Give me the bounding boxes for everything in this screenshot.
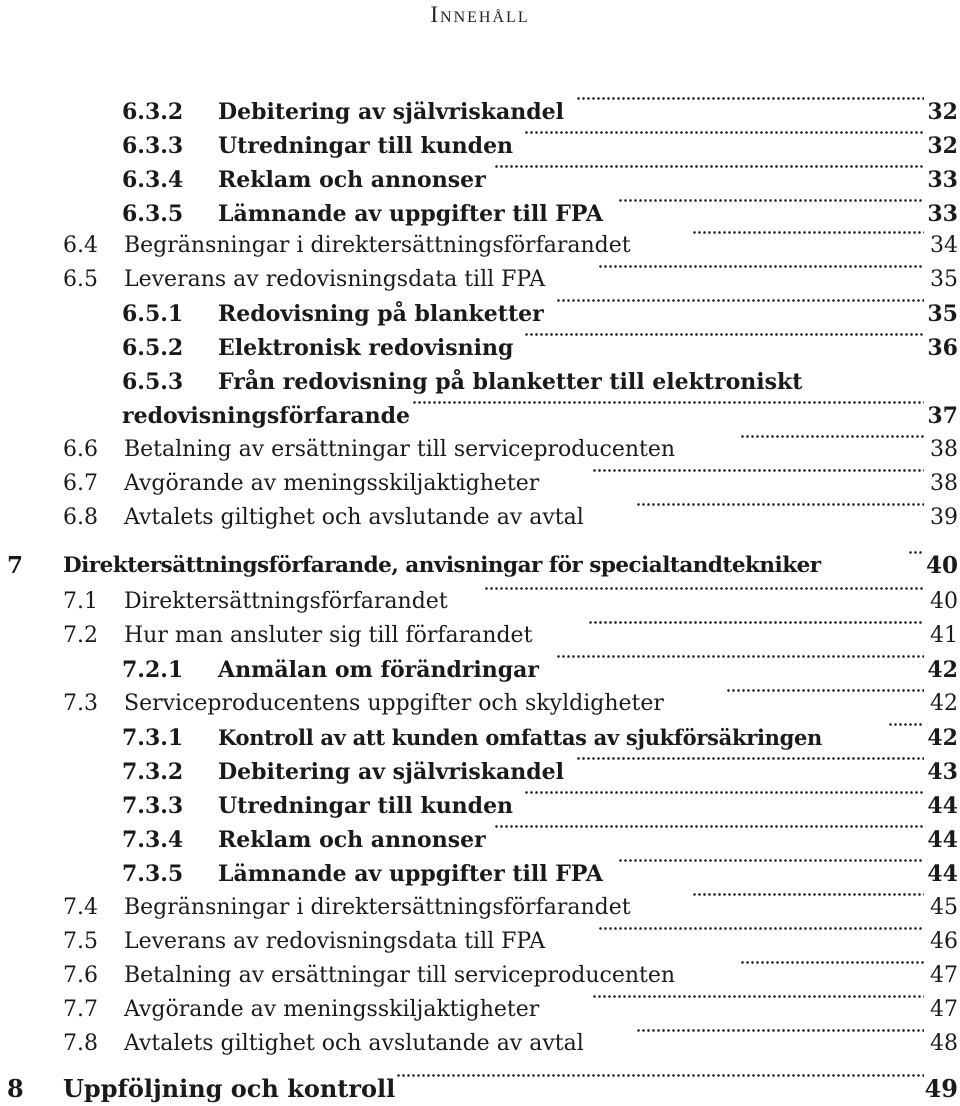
toc-entry-title: Betalning av ersättningar till serviceproducenten [124,437,676,462]
toc-entry-title: Serviceproducentens uppgifter och skyldigheter [124,691,664,716]
toc-entry[interactable] [0,859,960,889]
toc-entry[interactable] [0,927,960,957]
toc-entry[interactable] [0,1029,960,1059]
toc-entry-title: Kontroll av att kunden omfattas av sjukförsäkringen [218,725,823,750]
toc-entry-title: Begränsningar i direktersättningsförfarandet [124,233,631,258]
dot-leader [598,265,924,268]
toc-entry-title-continued: redovisningsförfarande [122,403,410,429]
toc-entry-title: Lämnande av uppgifter till FPA [218,201,603,227]
toc-entry-number: 6.3.5 [122,201,184,227]
toc-entry-number: 7.2.1 [122,657,184,683]
dot-leader [598,927,924,930]
toc-entry-number: 7.3 [63,691,98,716]
toc-entry-title: Avtalets giltighet och avslutande av avtal [124,1031,584,1056]
toc-entry-page: 38 [930,437,958,462]
toc-entry-page: 32 [927,133,958,159]
dot-leader [412,401,924,404]
toc-entry-page: 45 [930,895,958,920]
toc-entry-title: Debitering av självriskandel [218,99,564,125]
toc-entry-number: 6.3.3 [122,133,184,159]
toc-entry-page: 35 [927,301,958,327]
toc-entry[interactable] [0,299,960,329]
toc-entry-number: 6.5.1 [122,301,184,327]
toc-entry-page: 33 [927,201,958,227]
dot-leader [636,503,924,506]
dot-leader [726,689,924,692]
toc-entry-page: 46 [930,929,958,954]
toc-entry[interactable] [0,265,960,295]
toc-entry-page: 32 [927,99,958,125]
dot-leader [494,825,924,828]
toc-entry-page: 34 [930,233,958,258]
toc-entry-page: 42 [930,691,958,716]
toc-entry-page: 36 [927,335,958,361]
toc-entry[interactable] [0,97,960,127]
toc-entry[interactable] [0,367,960,397]
toc-chapter-number: 8 [7,1074,24,1103]
toc-entry[interactable] [0,825,960,855]
dot-leader [524,791,924,794]
toc-chapter-title: Uppföljning och kontroll [63,1074,396,1103]
dot-leader [484,587,924,590]
toc-entry-title: Reklam och annonser [218,167,486,193]
toc-chapter-title: Direktersättningsförfarande, anvisningar för specialtandtekniker [63,553,821,578]
toc-entry-continuation[interactable] [0,401,960,431]
toc-entry-title: Begränsningar i direktersättningsförfarandet [124,895,631,920]
toc-entry-number: 7.1 [63,589,98,614]
dot-leader [888,723,924,726]
toc-entry[interactable] [0,503,960,533]
dot-leader [592,995,924,998]
toc-entry-number: 6.4 [63,233,98,258]
toc-entry-title: Från redovisning på blanketter till elektroniskt [218,369,803,395]
dot-leader [524,131,924,134]
toc-entry-title: Direktersättningsförfarandet [124,589,448,614]
dot-leader [618,199,924,202]
toc-entry-page: 37 [927,403,958,429]
toc-chapter-page: 40 [925,552,958,579]
toc-entry-page: 47 [930,997,958,1022]
toc-entry-title: Betalning av ersättningar till serviceproducenten [124,963,676,988]
dot-leader [692,231,924,234]
toc-entry[interactable] [0,995,960,1025]
toc-entry[interactable] [0,435,960,465]
toc-entry-title: Avgörande av meningsskiljaktigheter [124,997,540,1022]
toc-entry[interactable] [0,199,960,229]
toc-entry[interactable] [0,689,960,719]
toc-entry-number: 7.3.4 [122,827,184,853]
toc-entry-number: 7.3.1 [122,725,184,751]
toc-entry-number: 7.2 [63,623,98,648]
toc-entry-title: Reklam och annonser [218,827,486,853]
toc-entry-number: 7.3.5 [122,861,184,887]
toc-chapter-number: 7 [7,552,24,579]
toc-entry-number: 7.3.3 [122,793,184,819]
dot-leader [556,655,924,658]
toc-entry-number: 6.8 [63,505,98,530]
toc-entry-number: 7.4 [63,895,98,920]
toc-entry-number: 7.7 [63,997,98,1022]
toc-entry-page: 44 [927,793,958,819]
dot-leader [524,333,924,336]
toc-entry-page: 44 [927,827,958,853]
toc-entry-title: Anmälan om förändringar [218,657,540,683]
toc-entry-page: 35 [930,267,958,292]
toc-entry[interactable] [0,621,960,651]
dot-leader [740,435,924,438]
toc-entry[interactable] [0,587,960,617]
toc-entry[interactable] [0,131,960,161]
toc-entry-page: 39 [930,505,958,530]
toc-entry-number: 6.3.2 [122,99,184,125]
toc-entry-number: 6.3.4 [122,167,184,193]
toc-entry-page: 47 [930,963,958,988]
toc-entry[interactable] [0,961,960,991]
toc-entry-title: Elektronisk redovisning [218,335,514,361]
dot-leader [692,893,924,896]
toc-entry-page: 48 [930,1031,958,1056]
toc-entry-page: 33 [927,167,958,193]
dot-leader [576,97,924,100]
toc-entry-number: 6.7 [63,471,98,496]
dot-leader [618,859,924,862]
dot-leader [556,299,924,302]
toc-entry-title: Leverans av redovisningsdata till FPA [124,929,546,954]
toc-entry-page: 42 [927,725,958,751]
toc-entry[interactable] [0,165,960,195]
toc-entry-title: Avgörande av meningsskiljaktigheter [124,471,540,496]
toc-entry[interactable] [0,791,960,821]
toc-entry-title: Hur man ansluter sig till förfarandet [124,623,533,648]
toc-chapter[interactable] [0,551,960,581]
toc-entry[interactable] [0,723,960,753]
toc-entry-page: 43 [927,759,958,785]
toc-entry-number: 7.3.2 [122,759,184,785]
toc-chapter[interactable] [0,1074,960,1104]
toc-entry-page: 40 [930,589,958,614]
toc-entry-number: 7.8 [63,1031,98,1056]
dot-leader [592,469,924,472]
dot-leader [576,757,924,760]
toc-entry-page: 38 [930,471,958,496]
toc-entry-title: Lämnande av uppgifter till FPA [218,861,603,887]
toc-entry-number: 6.5.3 [122,369,184,395]
toc-entry[interactable] [0,893,960,923]
toc-entry-number: 7.6 [63,963,98,988]
dot-leader [908,551,922,554]
dot-leader [396,1074,924,1077]
toc-entry-title: Utredningar till kunden [218,793,514,819]
toc-entry[interactable] [0,655,960,685]
toc-entry[interactable] [0,231,960,261]
dot-leader [740,961,924,964]
running-header: Innehåll [430,2,530,27]
toc-entry-title: Leverans av redovisningsdata till FPA [124,267,546,292]
toc-entry-number: 6.5 [63,267,98,292]
toc-entry[interactable] [0,333,960,363]
toc-entry-page: 41 [930,623,958,648]
toc-entry[interactable] [0,757,960,787]
toc-entry-title: Utredningar till kunden [218,133,514,159]
toc-entry-title: Avtalets giltighet och avslutande av avtal [124,505,584,530]
toc-entry-number: 6.5.2 [122,335,184,361]
toc-entry-page: 42 [927,657,958,683]
toc-entry[interactable] [0,469,960,499]
toc-entry-number: 6.6 [63,437,98,462]
toc-entry-title: Redovisning på blanketter [218,301,544,327]
toc-entry-page: 44 [927,861,958,887]
toc-entry-number: 7.5 [63,929,98,954]
toc-chapter-page: 49 [924,1074,958,1103]
dot-leader [636,1029,924,1032]
dot-leader [588,621,924,624]
toc-entry-title: Debitering av självriskandel [218,759,564,785]
dot-leader [494,165,924,168]
